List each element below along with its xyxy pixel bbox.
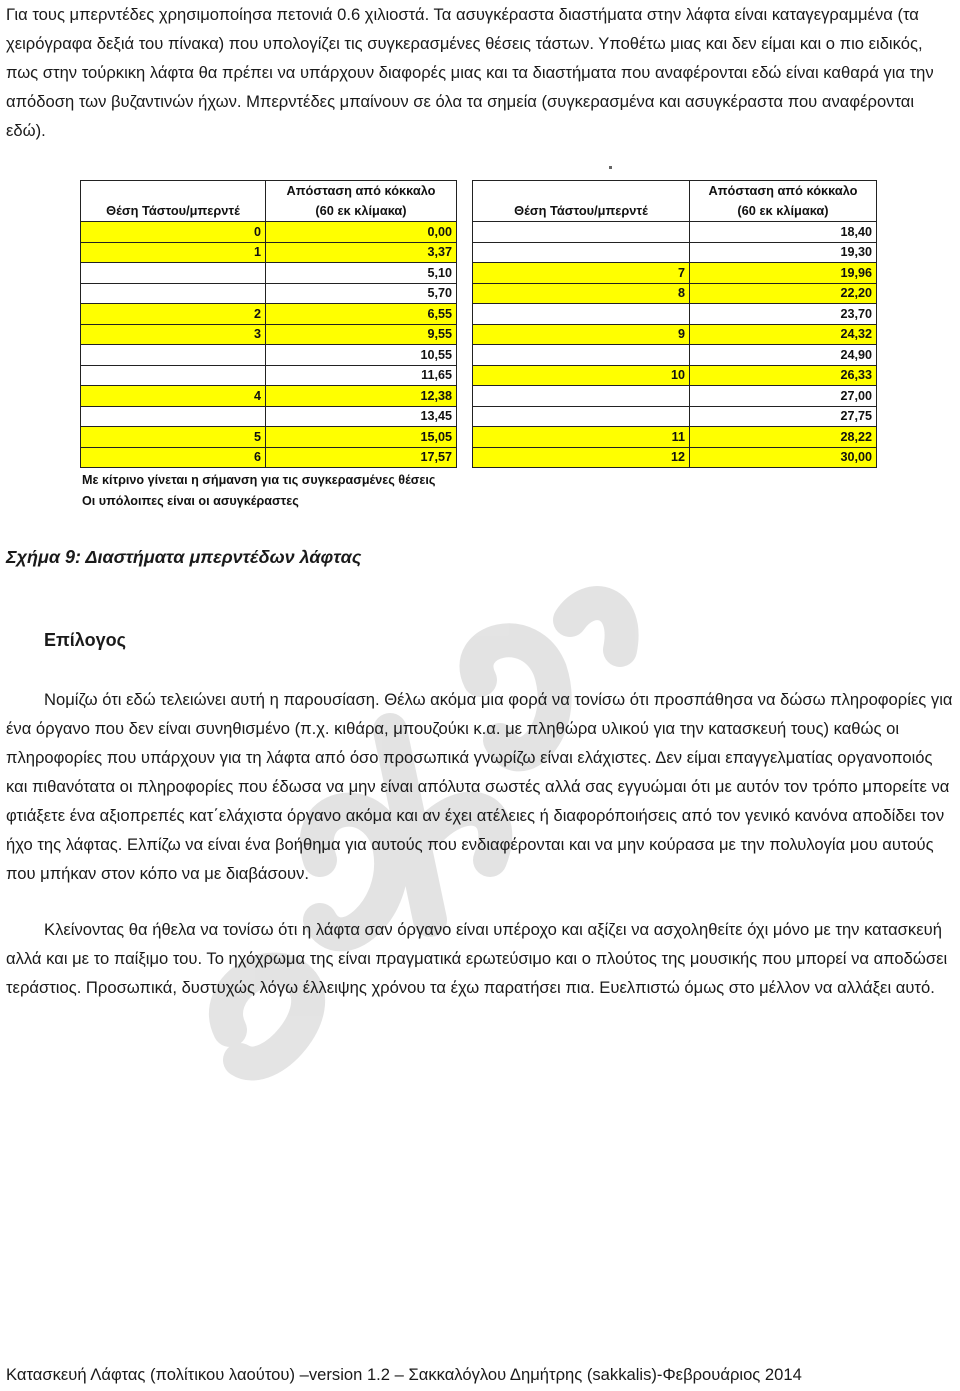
fret-distance-cell: 5,10 — [266, 263, 457, 284]
table-row-tempered — [81, 447, 457, 468]
fret-table-right-body — [473, 222, 877, 468]
fret-position-cell — [81, 365, 266, 386]
fret-distance-cell: 22,20 — [690, 283, 877, 304]
fret-position-cell — [473, 222, 690, 243]
fret-distance-cell: 26,33 — [690, 365, 877, 386]
table-row-tempered — [81, 304, 457, 325]
intro-paragraph: Για τους μπερντέδες χρησιμοποίησα πετονιά 0.6 χιλιοστά. Τα ασυγκέραστα διαστήματα στην λάφτα είναι καταγεγραμμένα (τα χειρόγραφα δεξιά του πίνακα) που υπολογίζει τις συγκερασμένες θέσεις τάστων. Υποθέτω μιας και δεν είμαι και ο πιο ειδικός, πως στην τούρκικη λάφτα θα πρέπει να υπάρχουν διαφορές μιας και τα διαστήματα που αναφέρονται εδώ είναι καθαρά για την απόδοση των βυζαντινών ήχων. Μπερντέδες μπαίνουν σε όλα τα σημεία (συγκερασμένα και ασυγκέραστα που αναφέρονται εδώ). — [6, 5, 934, 140]
table-row — [473, 222, 877, 243]
header-distance-line1: Απόσταση από κόκκαλο — [286, 183, 436, 198]
fret-distance-cell: 18,40 — [690, 222, 877, 243]
header-position-label: Θέση Τάστου/μπερντέ — [106, 203, 240, 218]
fret-distance-cell: 6,55 — [266, 304, 457, 325]
fret-distance-cell: 15,05 — [266, 427, 457, 448]
table-row-tempered — [473, 427, 877, 448]
table-row-tempered — [473, 324, 877, 345]
fret-distance-cell: 11,65 — [266, 365, 457, 386]
fret-distance-cell: 24,90 — [690, 345, 877, 366]
header-distance — [690, 181, 877, 222]
header-distance — [266, 181, 457, 222]
fret-position-cell: 8 — [473, 283, 690, 304]
fret-position-cell — [81, 283, 266, 304]
header-position — [81, 181, 266, 222]
fret-position-cell — [473, 386, 690, 407]
fret-distance-cell: 19,96 — [690, 263, 877, 284]
fret-position-cell — [81, 345, 266, 366]
header-distance-line2: (60 εκ κλίμακα) — [737, 203, 829, 218]
fret-position-cell: 12 — [473, 447, 690, 468]
fret-distance-cell: 28,22 — [690, 427, 877, 448]
table-row — [473, 345, 877, 366]
legend-untempered: Οι υπόλοιπες είναι οι ασυγκέραστες — [82, 494, 299, 508]
fret-position-cell: 2 — [81, 304, 266, 325]
table-row-tempered — [473, 365, 877, 386]
table-row-tempered — [81, 386, 457, 407]
fret-position-cell — [473, 345, 690, 366]
table-row — [81, 283, 457, 304]
fret-distance-cell: 27,75 — [690, 406, 877, 427]
table-row — [81, 365, 457, 386]
table-row-tempered — [81, 324, 457, 345]
fret-distance-cell: 27,00 — [690, 386, 877, 407]
fret-distance-cell: 23,70 — [690, 304, 877, 325]
figure-caption: Σχήμα 9: Διαστήματα μπερντέδων λάφτας — [6, 547, 362, 567]
fret-distance-cell: 0,00 — [266, 222, 457, 243]
fret-position-cell: 11 — [473, 427, 690, 448]
table-row-tempered — [473, 447, 877, 468]
fret-position-cell: 5 — [81, 427, 266, 448]
conclusion-heading: Επίλογος — [44, 630, 126, 650]
fret-position-cell — [81, 406, 266, 427]
header-position — [473, 181, 690, 222]
stray-dot — [609, 166, 612, 169]
table-row-tempered — [81, 427, 457, 448]
fret-position-cell: 6 — [81, 447, 266, 468]
fret-distance-cell: 24,32 — [690, 324, 877, 345]
table-row-tempered — [473, 283, 877, 304]
table-row — [473, 406, 877, 427]
fret-distance-cell: 9,55 — [266, 324, 457, 345]
fret-position-cell: 9 — [473, 324, 690, 345]
table-row — [81, 345, 457, 366]
fret-distance-cell: 5,70 — [266, 283, 457, 304]
fret-position-cell: 1 — [81, 242, 266, 263]
fret-table-right — [472, 180, 877, 468]
table-row-tempered — [81, 242, 457, 263]
fret-table-left-body — [81, 222, 457, 468]
table-row — [81, 263, 457, 284]
table-header-row — [81, 181, 457, 222]
header-distance-line1: Απόσταση από κόκκαλο — [708, 183, 858, 198]
table-row-tempered — [473, 263, 877, 284]
fret-distance-cell: 12,38 — [266, 386, 457, 407]
fret-position-cell — [473, 406, 690, 427]
fret-position-cell — [81, 263, 266, 284]
fret-position-cell: 10 — [473, 365, 690, 386]
fret-distance-cell: 19,30 — [690, 242, 877, 263]
header-distance-line2: (60 εκ κλίμακα) — [315, 203, 407, 218]
table-row-tempered — [81, 222, 457, 243]
fret-distance-cell: 30,00 — [690, 447, 877, 468]
conclusion-paragraph-1: Νομίζω ότι εδώ τελειώνει αυτή η παρουσίαση. Θέλω ακόμα μια φορά να τονίσω ότι προσπάθησα να δώσω πληροφορίες για ένα όργανο που δεν είναι συνηθισμένο (π.χ. κιθάρα, μπουζούκι κ.α. με πληθώρα υλικού για την κατασκευή τους) καθώς οι πληροφορίες που υπάρχουν για τη λάφτα από όσο προσωπικά γνωρίζω είναι ελάχιστες. Δεν είμαι επαγγελματίας οργανοποιός και πιθανότατα οι πληροφορίες που έδωσα να μην είναι απόλυτα σωστές αλλά σας εγγυώμαι ότι με αυτόν τον τρόπο μπορείτε να φτιάξετε ένα αξιοπρεπές κατ΄ελάχιστα όργανο ακόμα και αν έχει ατέλειες ή διαφορόποιήσεις από τον γενικό κανόνα αποδίδει τον ήχο της λάφτας. Ελπίζω να είναι ένα βοήθημα για αυτούς που ενδιαφέρονται και να μην κούρασα με την πολυλογία μου αυτούς που μπήκαν στον κόπο να με διαβάσουν. — [6, 690, 953, 883]
fret-position-cell: 7 — [473, 263, 690, 284]
header-position-label: Θέση Τάστου/μπερντέ — [514, 203, 648, 218]
page-footer: Κατασκευή Λάφτας (πολίτικου λαούτου) –version 1.2 – Σακκαλόγλου Δημήτρης (sakkalis)-Φεβρουάριος 2014 — [6, 1365, 802, 1384]
fret-table-left — [80, 180, 457, 468]
fret-distance-cell: 3,37 — [266, 242, 457, 263]
fret-position-cell: 3 — [81, 324, 266, 345]
fret-position-cell: 0 — [81, 222, 266, 243]
fret-distance-cell: 17,57 — [266, 447, 457, 468]
table-row — [473, 242, 877, 263]
fret-position-cell: 4 — [81, 386, 266, 407]
fret-distance-cell: 10,55 — [266, 345, 457, 366]
fret-position-cell — [473, 304, 690, 325]
table-header-row — [473, 181, 877, 222]
fret-position-cell — [473, 242, 690, 263]
table-row — [473, 386, 877, 407]
table-row — [81, 406, 457, 427]
fret-distance-cell: 13,45 — [266, 406, 457, 427]
legend-tempered: Με κίτρινο γίνεται η σήμανση για τις συγκερασμένες θέσεις — [82, 473, 436, 487]
conclusion-paragraph-2: Κλείνοντας θα ήθελα να τονίσω ότι η λάφτα σαν όργανο είναι υπέροχο και αξίζει να ασχοληθείτε όχι μόνο με την κατασκευή αλλά και με το παίξιμο του. Το ηχόχρωμα της είναι πραγματικά ερωτεύσιμο και ο πλούτος της μουσικής που μπορεί να αποδώσει τεράστιος. Προσωπικά, δυστυχώς λόγω έλλειψης χρόνου τα έχω παρατήσει πια. Ευελπιστώ όμως στο μέλλον να αλλάξει αυτό. — [6, 920, 948, 997]
table-row — [473, 304, 877, 325]
